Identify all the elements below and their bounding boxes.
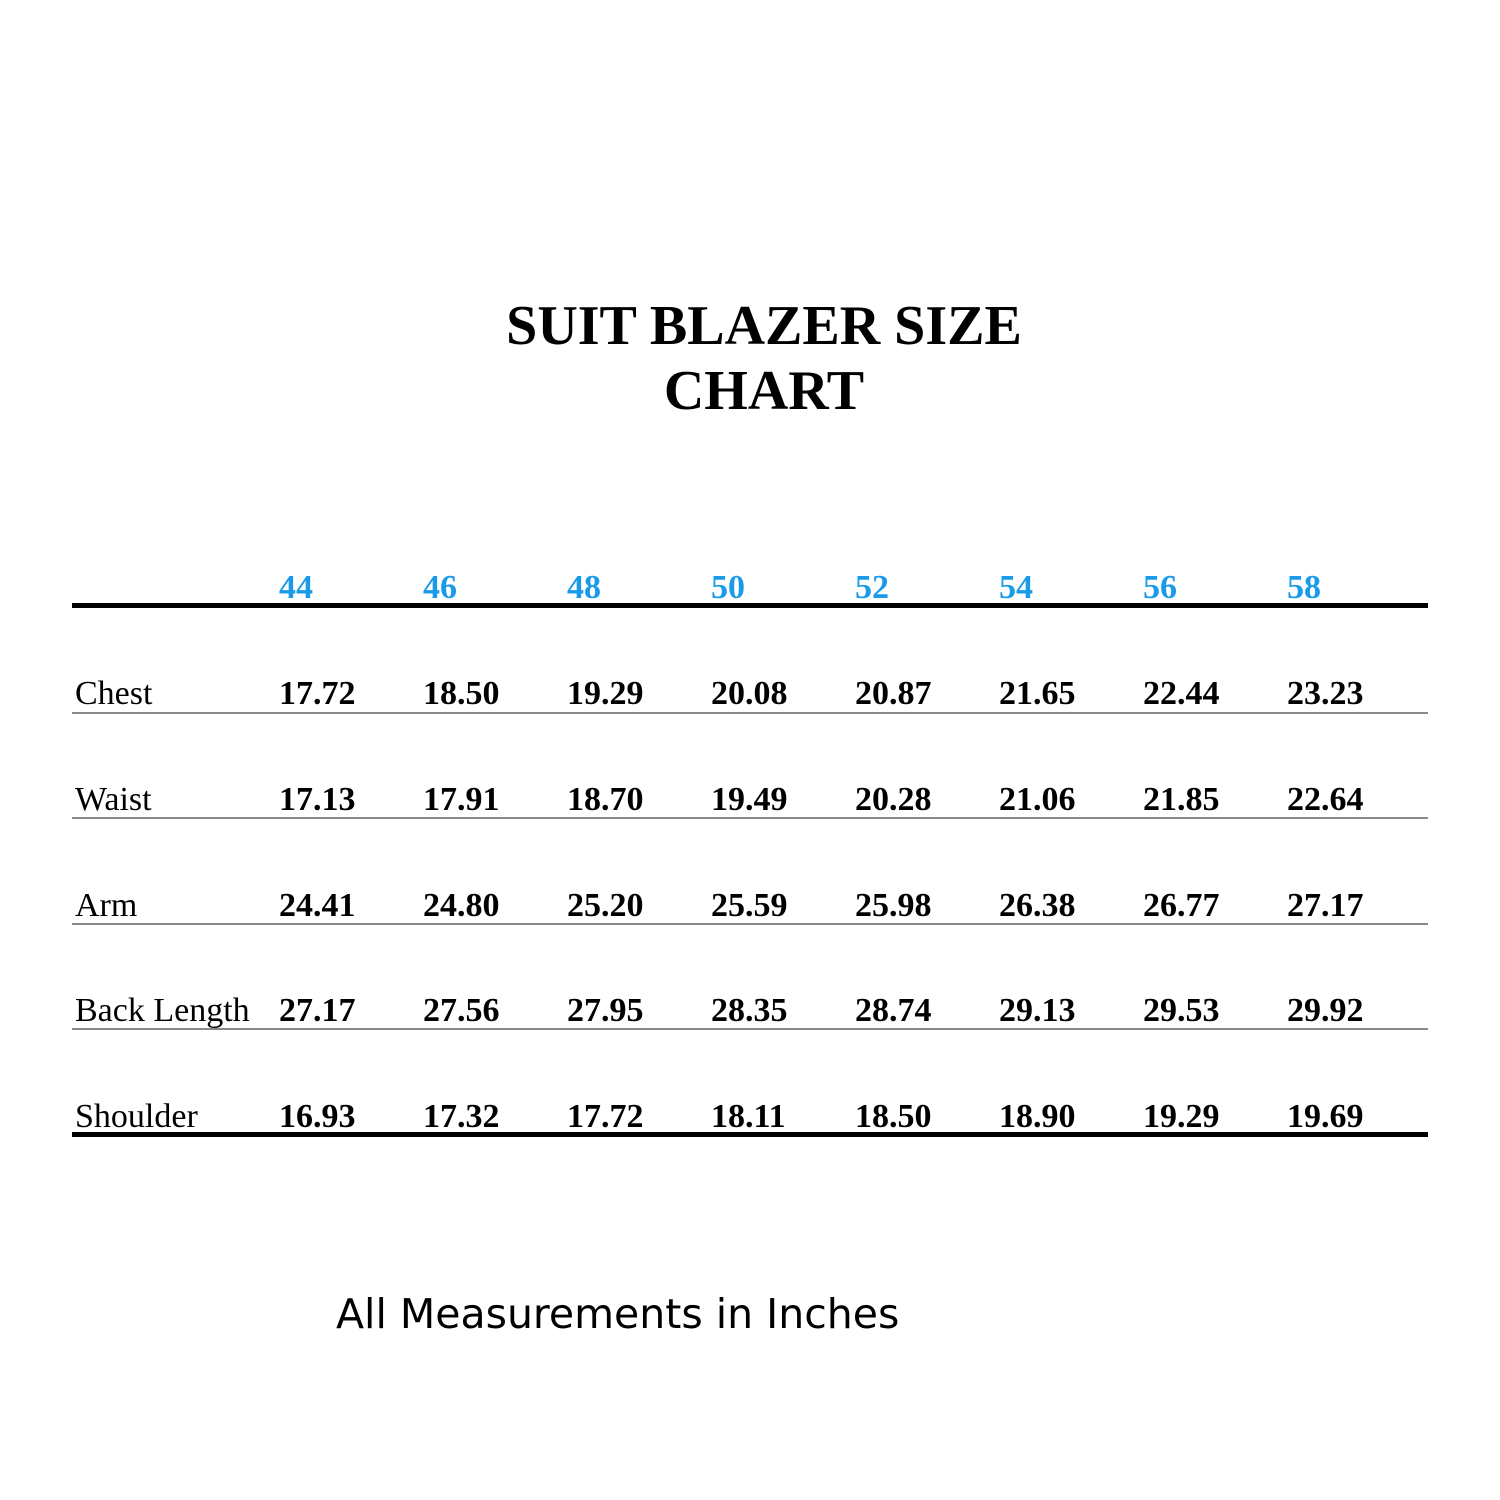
size-header-56: 56 [1143,569,1177,606]
row-label-shoulder: Shoulder [75,1098,198,1135]
size-header-46: 46 [423,569,457,606]
table-cell: 19.29 [567,675,644,712]
header-rule [72,603,1428,608]
table-cell: 28.35 [711,992,788,1029]
table-cell: 20.28 [855,781,932,818]
table-cell: 27.17 [1287,887,1364,924]
table-cell: 23.23 [1287,675,1364,712]
table-cell: 19.29 [1143,1098,1220,1135]
table-cell: 18.50 [855,1098,932,1135]
table-cell: 22.64 [1287,781,1364,818]
measurement-unit-note: All Measurements in Inches [336,1290,900,1338]
table-cell: 29.13 [999,992,1076,1029]
table-cell: 17.91 [423,781,500,818]
table-cell: 17.72 [279,675,356,712]
table-cell: 27.17 [279,992,356,1029]
table-cell: 18.90 [999,1098,1076,1135]
row-label-chest: Chest [75,675,153,712]
size-header-48: 48 [567,569,601,606]
table-cell: 21.85 [1143,781,1220,818]
table-cell: 20.08 [711,675,788,712]
table-cell: 20.87 [855,675,932,712]
row-label-waist: Waist [75,781,152,818]
size-header-54: 54 [999,569,1033,606]
table-cell: 22.44 [1143,675,1220,712]
table-cell: 25.98 [855,887,932,924]
chart-title-line2: CHART [663,360,865,422]
table-cell: 21.06 [999,781,1076,818]
table-cell: 28.74 [855,992,932,1029]
table-cell: 17.72 [567,1098,644,1135]
table-cell: 19.69 [1287,1098,1364,1135]
table-cell: 18.50 [423,675,500,712]
table-cell: 26.38 [999,887,1076,924]
row-label-arm: Arm [75,887,138,924]
table-cell: 17.32 [423,1098,500,1135]
size-header-50: 50 [711,569,745,606]
table-cell: 19.49 [711,781,788,818]
table-cell: 29.92 [1287,992,1364,1029]
size-header-44: 44 [279,569,313,606]
table-cell: 24.80 [423,887,500,924]
table-cell: 17.13 [279,781,356,818]
row-label-back-length: Back Length [75,992,250,1029]
size-header-52: 52 [855,569,889,606]
table-cell: 24.41 [279,887,356,924]
table-cell: 18.70 [567,781,644,818]
table-cell: 26.77 [1143,887,1220,924]
table-cell: 25.20 [567,887,644,924]
table-cell: 16.93 [279,1098,356,1135]
table-cell: 27.56 [423,992,500,1029]
size-header-58: 58 [1287,569,1321,606]
chart-title-line1: SUIT BLAZER SIZE [506,295,1022,357]
table-cell: 18.11 [711,1098,786,1135]
table-cell: 29.53 [1143,992,1220,1029]
table-cell: 27.95 [567,992,644,1029]
table-cell: 21.65 [999,675,1076,712]
table-cell: 25.59 [711,887,788,924]
